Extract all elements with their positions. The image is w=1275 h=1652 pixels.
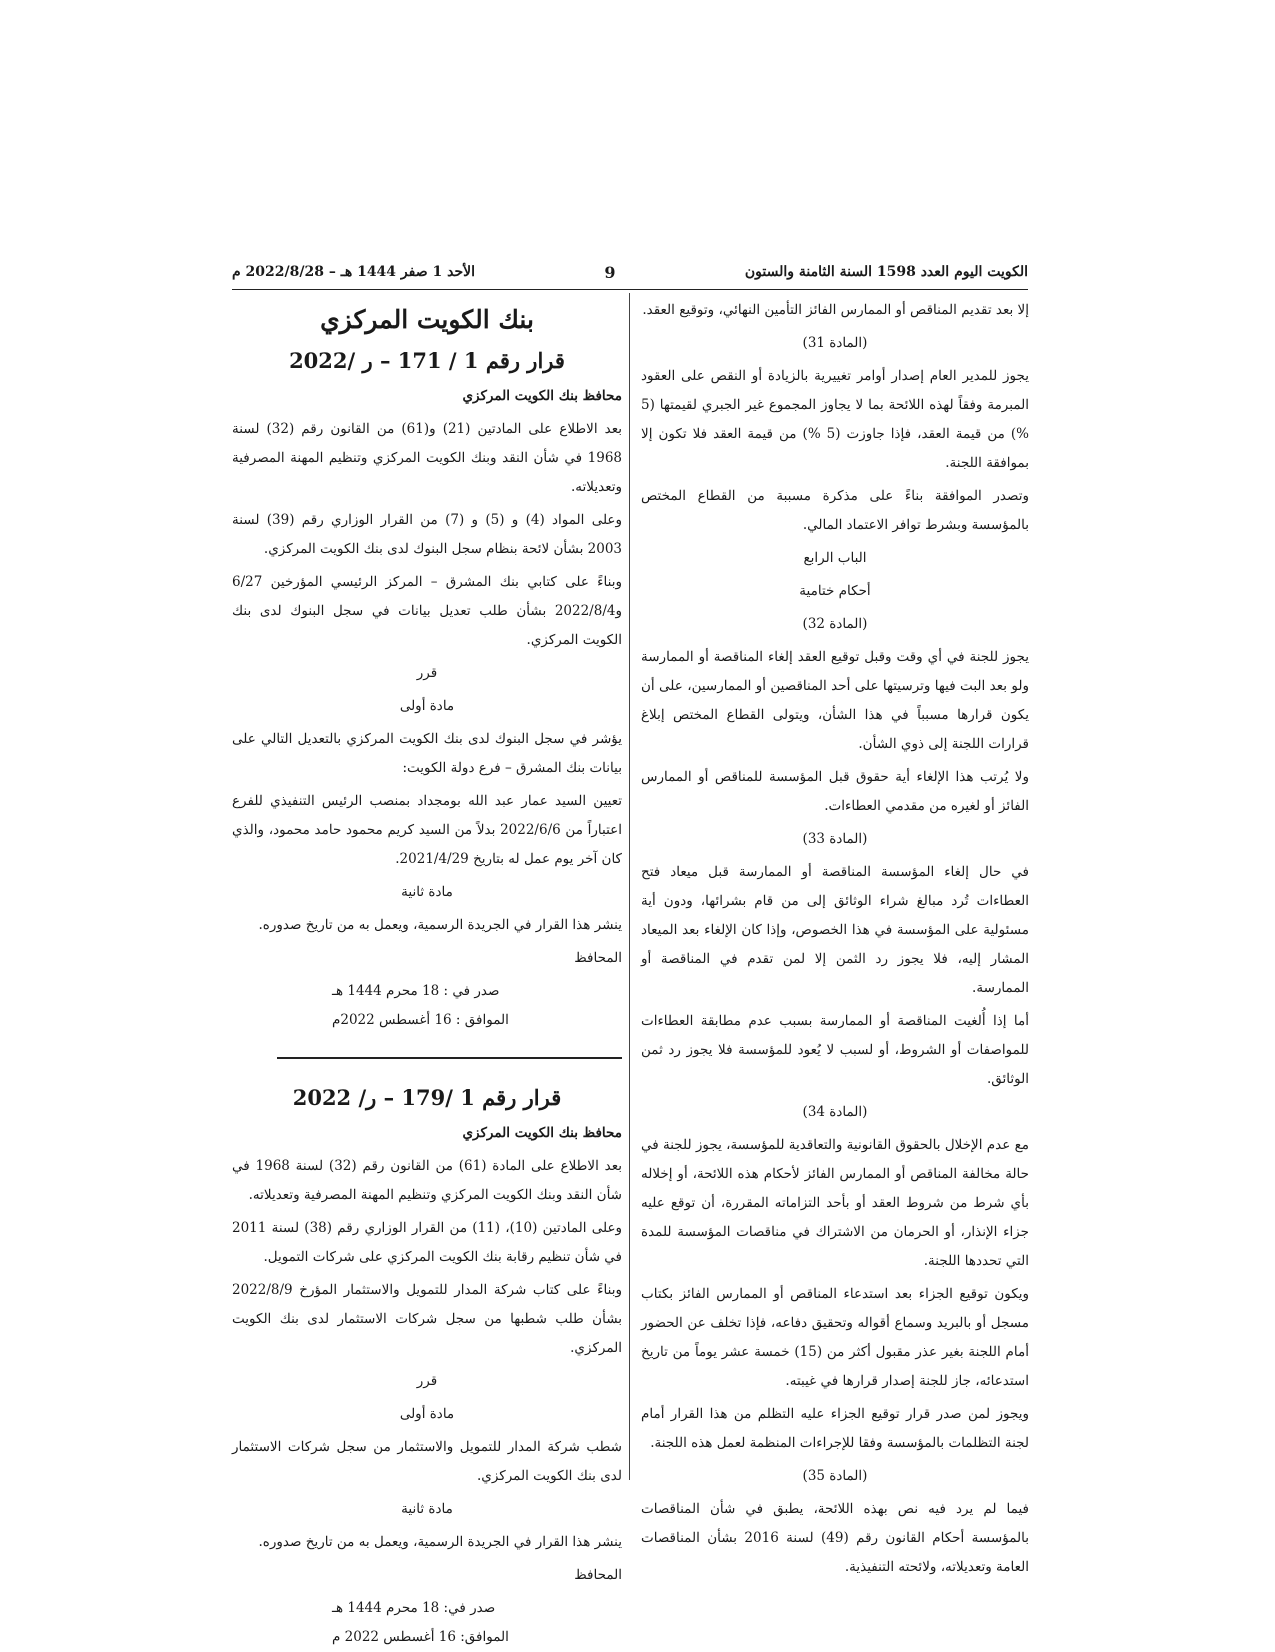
decision-2-decided: قرر bbox=[416, 1373, 438, 1389]
article-31-text: يجوز للمدير العام إصدار أوامر تغييرية بالزيادة أو النقص على العقود المبرمة وفقاً لهذه اللائحة بما لا يجاوز المجموع غير الجبري لقيمتها (5 %) من قيمة العقد، فإذا جاوزت (5 %) من قيمة العقد فلا تكون إلا بموافقة اللجنة. bbox=[641, 368, 1030, 471]
decision-2-corresponding: الموافق: 16 أغسطس 2022 م bbox=[332, 1629, 509, 1645]
article-34-text-3: ويجوز لمن صدر قرار توقيع الجزاء عليه التظلم من هذا القرار أمام لجنة التظلمات بالمؤسسة وفقا للإجراءات المنظمة لعمل هذه اللجنة. bbox=[641, 1406, 1029, 1451]
header-issue: الكويت اليوم العدد 1598 السنة الثامنة والستون bbox=[744, 264, 1028, 280]
article-32-text-2: ولا يُرتب هذا الإلغاء أية حقوق قبل المؤسسة للمناقص أو الممارس الفائز أو لغيره من مقدمي العطاءات. bbox=[641, 769, 1029, 814]
decision-1-decided: قرر bbox=[416, 665, 438, 681]
decision-2-article-2-text: ينشر هذا القرار في الجريدة الرسمية، ويعمل به من تاريخ صدوره. bbox=[258, 1534, 622, 1550]
decision-1-article-2-text: ينشر هذا القرار في الجريدة الرسمية، ويعمل به من تاريخ صدوره. bbox=[258, 917, 622, 933]
article-33-heading: (المادة 33) bbox=[802, 831, 868, 847]
chapter-title: أحكام ختامية bbox=[799, 583, 871, 599]
decision-1-title: قرار رقم 1 / 171 – ر /2022 bbox=[289, 348, 565, 373]
decision-2-article-1-text: شطب شركة المدار للتمويل والاستثمار من سجل شركات الاستثمار لدى بنك الكويت المركزي. bbox=[232, 1439, 622, 1484]
decision-1-corresponding: الموافق : 16 أغسطس 2022م bbox=[332, 1012, 509, 1028]
chapter-heading: الباب الرابع bbox=[803, 550, 867, 566]
decision-2-preamble-1: بعد الاطلاع على المادة (61) من القانون رقم (32) لسنة 1968 في شأن النقد وبنك الكويت المركزي وتنظيم المهنة المصرفية وتعديلاته. bbox=[232, 1158, 622, 1203]
decision-2-title: قرار رقم 1 /179 – ر/ 2022 bbox=[292, 1085, 562, 1110]
article-35-text: فيما لم يرد فيه نص بهذه اللائحة، يطبق في شأن المناقصات بالمؤسسة أحكام القانون رقم (49) لسنة 2016 بشأن المناقصات العامة وتعديلاته، ولائحته التنفيذية. bbox=[641, 1501, 1029, 1575]
decision-2-preamble-2: وعلى المادتين (10)، (11) من القرار الوزاري رقم (38) لسنة 2011 في شأن تنظيم رقابة بنك الكويت المركزي على شركات التمويل. bbox=[232, 1220, 623, 1265]
decision-1-preamble-1: بعد الاطلاع على المادتين (21) و(61) من القانون رقم (32) لسنة 1968 في شأن النقد وبنك الكويت المركزي وتنظيم المهنة المصرفية وتعديلاته. bbox=[232, 421, 622, 495]
decision-2-signer: المحافظ bbox=[574, 1567, 622, 1583]
decision-2-dates bbox=[232, 1594, 622, 1652]
page-header bbox=[232, 258, 1028, 286]
article-34-text-2: ويكون توقيع الجزاء بعد استدعاء المناقص أو الممارس الفائز بكتاب مسجل أو بالبريد وسماع أقواله وتحقيق دفاعه، فإذا تخلف عن الحضور أمام اللجنة بغير عذر مقبول أكثر من (15) خمسة عشر يوماً من تاريخ استدعائه، جاز للجنة إصدار قرارها في غيبته. bbox=[641, 1286, 1029, 1389]
article-35-heading: (المادة 35) bbox=[802, 1468, 868, 1484]
bank-title: بنك الكويت المركزي bbox=[320, 305, 534, 334]
decision-1-preamble-3: وبناءً على كتابي بنك المشرق – المركز الرئيسي المؤرخين 6/27 و2022/8/4 بشأن طلب تعديل بيانات في سجل البنوك لدى بنك الكويت المركزي. bbox=[232, 574, 622, 648]
decision-1-dates bbox=[232, 977, 622, 1035]
decision-2-article-2: مادة ثانية bbox=[401, 1501, 453, 1517]
article-32-text: يجوز للجنة في أي وقت وقبل توقيع العقد إلغاء المناقصة أو الممارسة ولو بعد البت فيها وترسيتها على أحد المناقصين أو الممارسين، على أن يكون قرارها مسبباً في هذا الشأن، ويتولى القطاع المختص إبلاغ قرارات اللجنة إلى ذوي الشأن. bbox=[641, 649, 1029, 752]
decision-1-signer: المحافظ bbox=[574, 950, 622, 966]
decision-1-preamble-2: وعلى المواد (4) و (5) و (7) من القرار الوزاري رقم (39) لسنة 2003 بشأن لائحة بنظام سجل البنوك لدى بنك الكويت المركزي. bbox=[232, 512, 623, 557]
decision-1-governor: محافظ بنك الكويت المركزي bbox=[462, 388, 622, 404]
right-column bbox=[641, 296, 1029, 1586]
decision-1-article-1-text: يؤشر في سجل البنوك لدى بنك الكويت المركزي بالتعديل التالي على بيانات بنك المشرق – فرع دولة الكويت: bbox=[232, 731, 622, 776]
decision-1-issued: صدر في : 18 محرم 1444 هـ bbox=[332, 983, 500, 999]
article-31-heading: (المادة 31) bbox=[802, 335, 868, 351]
decision-2-preamble-3: وبناءً على كتاب شركة المدار للتمويل والاستثمار المؤرخ 2022/8/9 بشأن طلب شطبها من سجل شركات الاستثمار لدى بنك الكويت المركزي. bbox=[232, 1282, 622, 1356]
decision-1-article-1: مادة أولى bbox=[399, 698, 455, 714]
header-rule bbox=[232, 289, 1028, 290]
decision-2-governor: محافظ بنك الكويت المركزي bbox=[462, 1125, 622, 1141]
decision-2-issued: صدر في: 18 محرم 1444 هـ bbox=[332, 1600, 496, 1616]
decision-1-article-1-text-2: تعيين السيد عمار عبد الله بومجداد بمنصب الرئيس التنفيذي للفرع اعتباراً من 2022/6/6 بدلاً من السيد كريم محمود حامد محمود، والذي كان آخر يوم عمل له بتاريخ 2021/4/29. bbox=[232, 793, 622, 867]
header-date: الأحد 1 صفر 1444 هـ – 2022/8/28 م bbox=[232, 264, 476, 280]
article-34-text: مع عدم الإخلال بالحقوق القانونية والتعاقدية للمؤسسة، يجوز للجنة في حالة مخالفة المناقص أو الممارس الفائز لأحكام هذه اللائحة، أو إخلاله بأي شرط من شروط العقد أو بأحد التزاماته المقررة، أن توقع عليه جزاء الإنذار، أو الحرمان من الاشتراك في مناقصات المؤسسة للمدة التي تحددها اللجنة. bbox=[641, 1137, 1029, 1269]
continuation-text: إلا بعد تقديم المناقص أو الممارس الفائز التأمين النهائي، وتوقيع العقد. bbox=[642, 302, 1029, 318]
left-column bbox=[232, 300, 622, 1652]
decision-1-article-2: مادة ثانية bbox=[401, 884, 453, 900]
page-number: 9 bbox=[604, 262, 616, 282]
decision-2-article-1: مادة أولى bbox=[399, 1406, 455, 1422]
decision-separator bbox=[277, 1057, 622, 1059]
article-31-text-2: وتصدر الموافقة بناءً على مذكرة مسببة من القطاع المختص بالمؤسسة وبشرط توافر الاعتماد المالي. bbox=[641, 488, 1029, 533]
article-34-heading: (المادة 34) bbox=[802, 1104, 868, 1120]
article-33-text-2: أما إذا أُلغيت المناقصة أو الممارسة بسبب عدم مطابقة العطاءات للمواصفات أو الشروط، أو لسبب لا يُعود للمؤسسة فلا يجوز رد ثمن الوثائق. bbox=[641, 1013, 1029, 1087]
article-32-heading: (المادة 32) bbox=[802, 616, 868, 632]
article-33-text: في حال إلغاء المؤسسة المناقصة أو الممارسة قبل ميعاد فتح العطاءات تُرد مبالغ شراء الوثائق إلى من قام بشرائها، ودون أية مسئولية على المؤسسة في هذا الخصوص، وإذا كان الإلغاء بعد الميعاد المشار إليه، فلا يجوز رد الثمن إلا لمن تقدم في المناقصة أو الممارسة. bbox=[641, 864, 1029, 996]
column-divider bbox=[629, 293, 630, 1480]
